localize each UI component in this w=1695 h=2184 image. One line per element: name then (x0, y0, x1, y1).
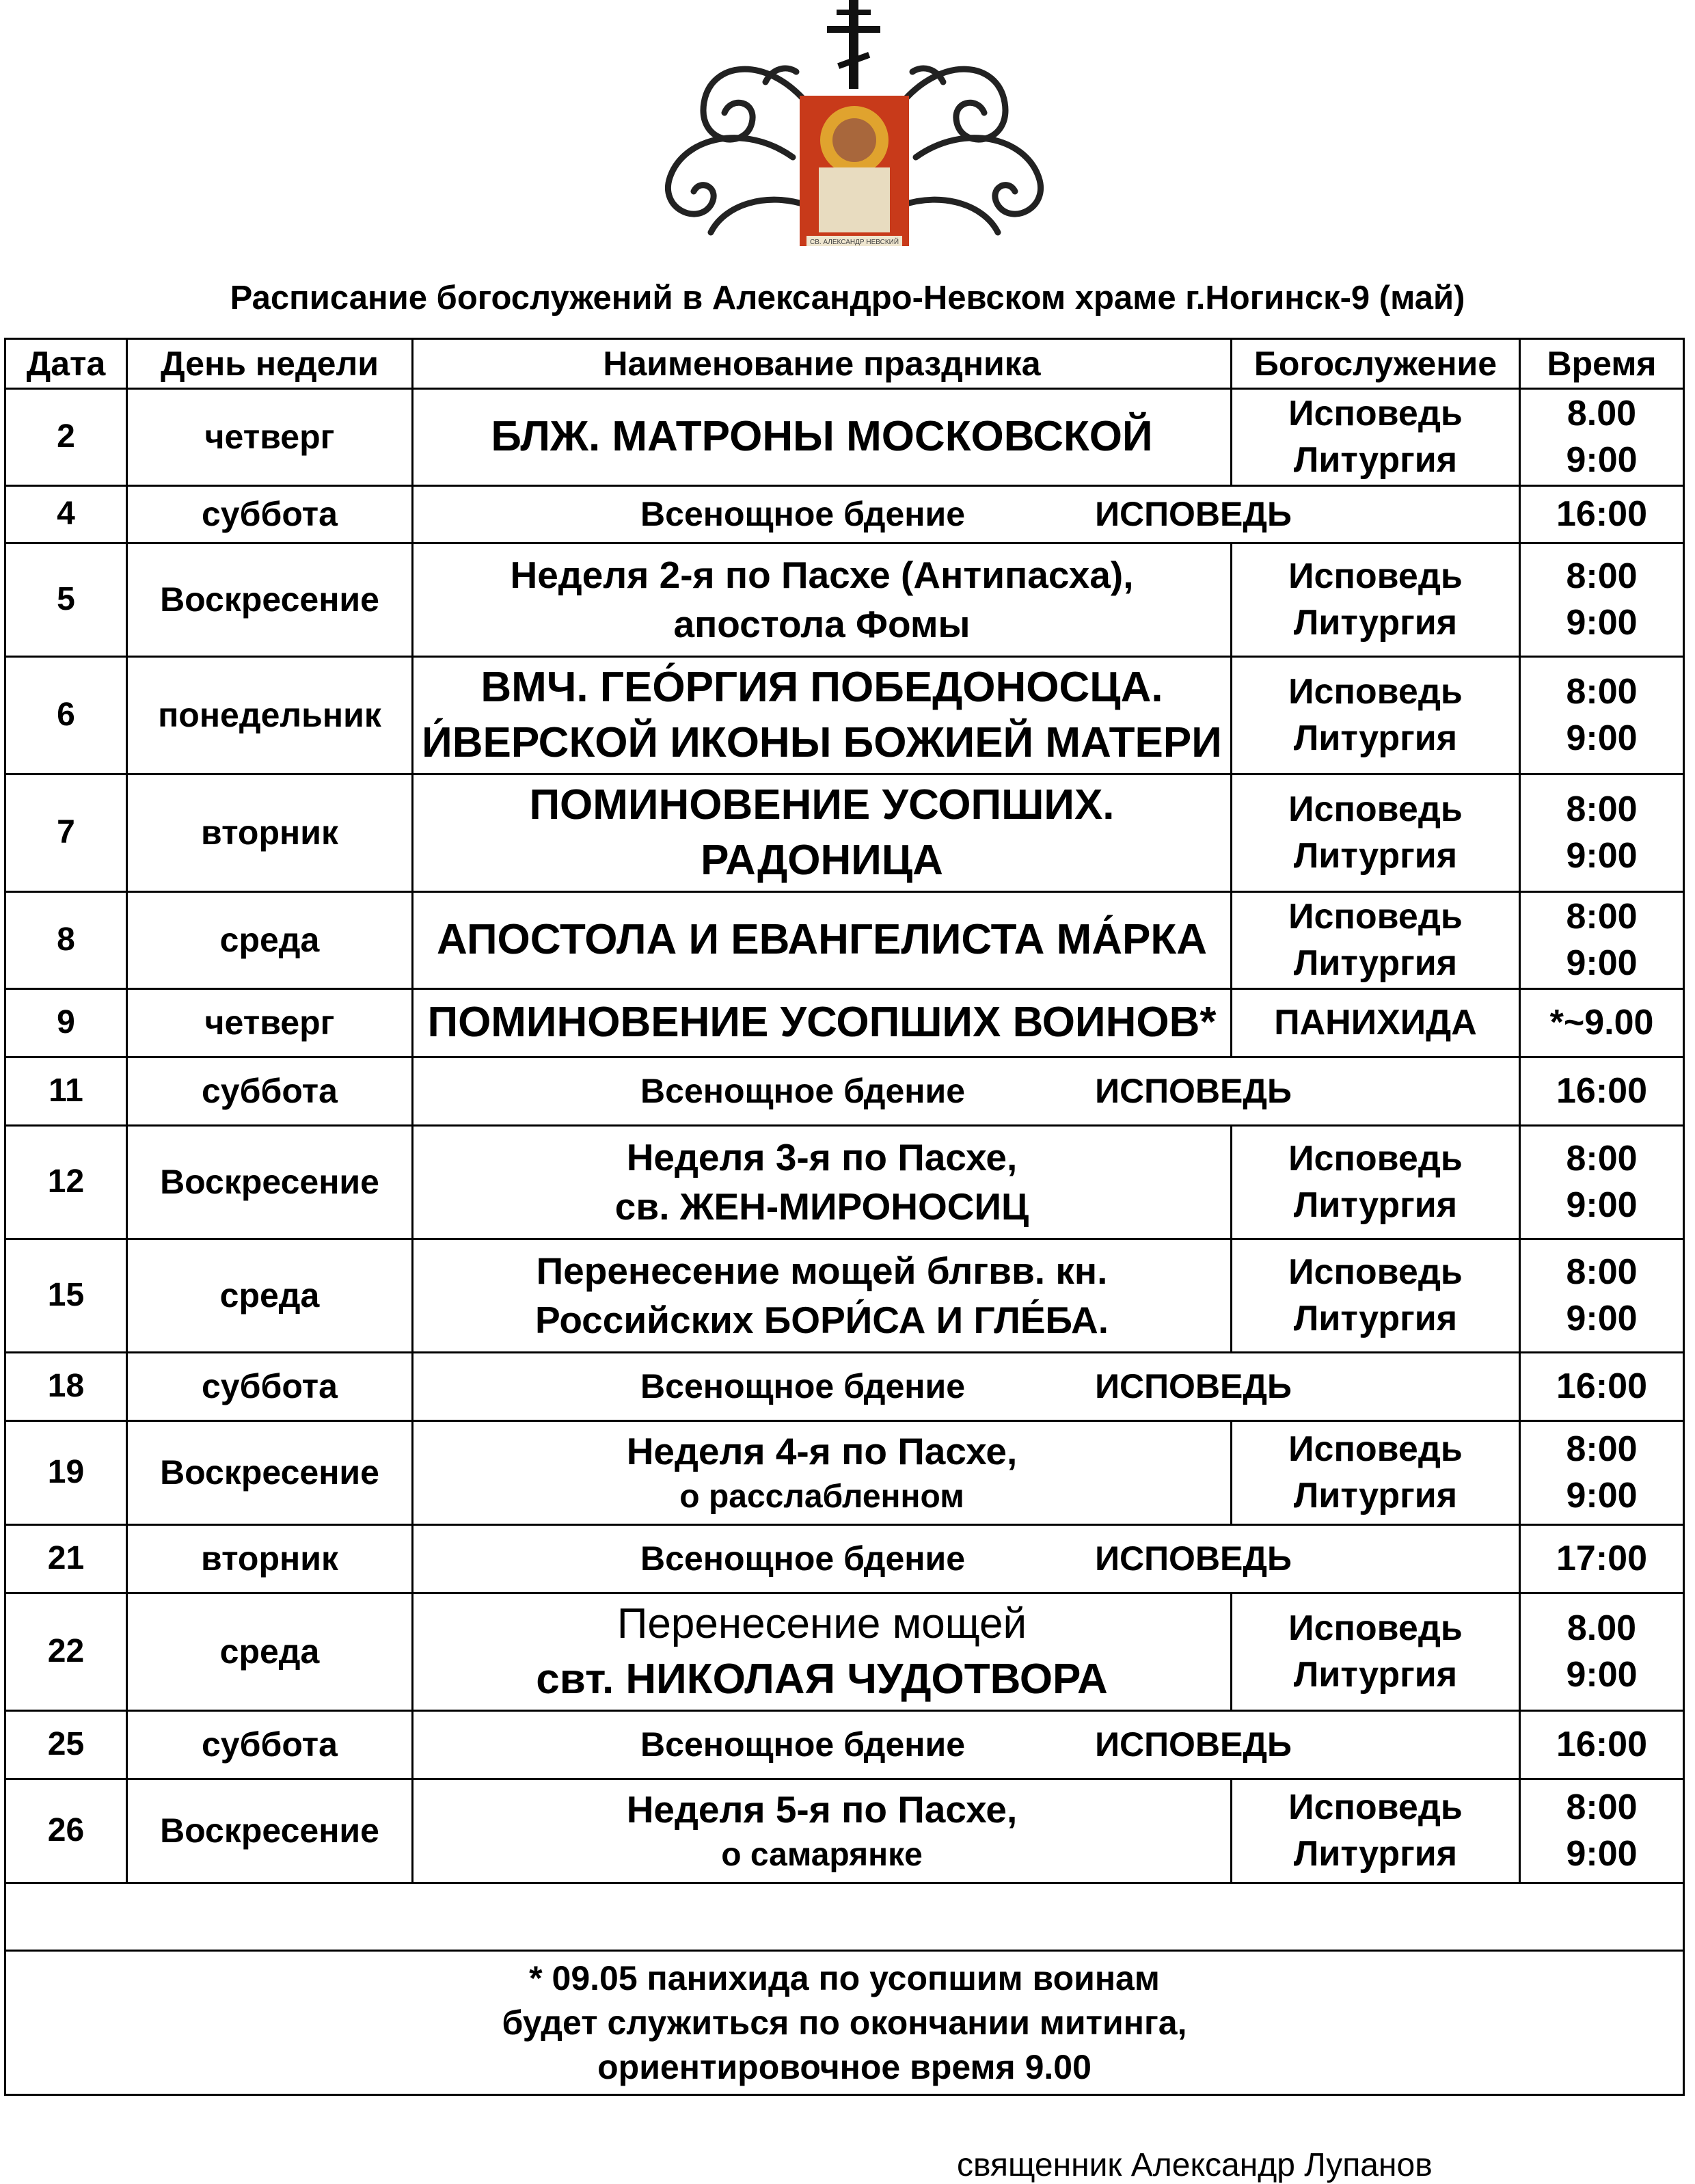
weekday-cell: понедельник (127, 657, 413, 774)
weekday-cell: вторник (127, 1525, 413, 1593)
vigil-cell (413, 1711, 1520, 1779)
header-feast: Наименование праздника (413, 339, 1232, 389)
weekday-cell: вторник (127, 774, 413, 892)
service-cell-line: Исповедь (1288, 1429, 1463, 1469)
feast-cell-line: И́ВЕРСКОЙ ИКОНЫ БОЖИЕЙ МАТЕРИ (422, 718, 1222, 766)
time-cell-line: 8:00 (1566, 1787, 1638, 1827)
date-cell: 19 (5, 1421, 127, 1525)
time-cell (1520, 543, 1684, 657)
footnote-line: будет служиться по окончании митинга, (502, 2003, 1187, 2042)
weekday-cell: среда (127, 892, 413, 989)
feast-cell-line: свт. НИКОЛАЯ ЧУДОТВОРА (536, 1655, 1108, 1703)
feast-cell-line: апостола Фомы (673, 602, 971, 645)
time-cell-line: *~9.00 (1549, 1002, 1654, 1042)
service-cell-line: Исповедь (1288, 1138, 1463, 1178)
time-cell-line: 8:00 (1566, 789, 1638, 829)
service-cell (1232, 989, 1520, 1057)
feast-cell (413, 1779, 1232, 1883)
weekday-cell: суббота (127, 1711, 413, 1779)
table-row (5, 1525, 1684, 1593)
time-cell-line: 17:00 (1556, 1538, 1647, 1578)
time-cell (1520, 389, 1684, 486)
table-row (5, 1239, 1684, 1353)
time-cell (1520, 486, 1684, 543)
feast-cell-line: БЛЖ. МАТРОНЫ МОСКОВСКОЙ (491, 413, 1153, 461)
time-cell (1520, 1421, 1684, 1525)
date-cell: 22 (5, 1593, 127, 1711)
date-cell: 12 (5, 1126, 127, 1239)
feast-cell (413, 1126, 1232, 1239)
time-cell (1520, 1525, 1684, 1593)
footnote-row (5, 1951, 1684, 2095)
service-cell (1232, 1239, 1520, 1353)
confession-label: ИСПОВЕДЬ (1095, 495, 1292, 533)
service-cell-line: Исповедь (1288, 1252, 1463, 1292)
time-cell-line: 9:00 (1566, 440, 1638, 480)
service-cell-line: Исповедь (1288, 896, 1463, 936)
time-cell (1520, 1126, 1684, 1239)
feast-cell-line: ВМЧ. ГЕО́РГИЯ ПОБЕДОНОСЦА. (480, 663, 1163, 711)
table-row (5, 774, 1684, 892)
priest-signature: священник Александр Лупанов (957, 2147, 1433, 2183)
time-cell-line: 8:00 (1566, 896, 1638, 936)
table-row (5, 1593, 1684, 1711)
time-cell-line: 8:00 (1566, 1138, 1638, 1178)
time-cell (1520, 1593, 1684, 1711)
weekday-cell: Воскресение (127, 543, 413, 657)
service-cell (1232, 657, 1520, 774)
feast-cell-line: РАДОНИЦА (701, 836, 943, 884)
feast-cell (413, 989, 1232, 1057)
header-weekday: День недели (127, 339, 413, 389)
service-cell-line: Литургия (1293, 1833, 1458, 1874)
service-cell (1232, 774, 1520, 892)
time-cell (1520, 1057, 1684, 1126)
time-cell-line: 8:00 (1566, 1252, 1638, 1292)
date-cell: 8 (5, 892, 127, 989)
feast-cell-line: о расслабленном (679, 1479, 964, 1515)
weekday-cell: среда (127, 1239, 413, 1353)
service-cell-line: Литургия (1293, 1654, 1458, 1695)
service-cell-line: Литургия (1293, 718, 1458, 758)
church-emblem (601, 0, 1107, 260)
time-cell-line: 16:00 (1556, 1366, 1647, 1406)
weekday-cell: четверг (127, 389, 413, 486)
vigil-cell (413, 1525, 1520, 1593)
feast-cell-line: ПОМИНОВЕНИЕ УСОПШИХ. (529, 781, 1115, 828)
service-cell-line: Литургия (1293, 440, 1458, 480)
vigil-label: Всенощное бдение (640, 1367, 966, 1405)
time-cell-line: 9:00 (1566, 835, 1638, 876)
service-cell-line: Литургия (1293, 1475, 1458, 1515)
table-row (5, 1353, 1684, 1421)
feast-cell-line: ПОМИНОВЕНИЕ УСОПШИХ ВОИНОВ* (427, 999, 1217, 1047)
service-cell-line: Исповедь (1288, 1608, 1463, 1648)
vigil-cell (413, 486, 1520, 543)
date-cell: 11 (5, 1057, 127, 1126)
vigil-cell (413, 1057, 1520, 1126)
time-cell (1520, 892, 1684, 989)
time-cell-line: 9:00 (1566, 1298, 1638, 1338)
feast-cell-line: о самарянке (721, 1837, 923, 1874)
feast-cell-line: Неделя 2-я по Пасхе (Антипасха), (510, 554, 1134, 596)
table-row (5, 1421, 1684, 1525)
time-cell (1520, 989, 1684, 1057)
time-cell-line: 16:00 (1556, 1724, 1647, 1764)
confession-label: ИСПОВЕДЬ (1095, 1367, 1292, 1405)
footnote-line: ориентировочное время 9.00 (597, 2047, 1091, 2086)
time-cell-line: 9:00 (1566, 943, 1638, 983)
vigil-label: Всенощное бдение (640, 1072, 966, 1110)
table-row (5, 543, 1684, 657)
feast-cell-line: Неделя 4-я по Пасхе, (626, 1429, 1018, 1472)
header-service: Богослужение (1232, 339, 1520, 389)
time-cell-line: 8:00 (1566, 1429, 1638, 1469)
time-cell (1520, 1711, 1684, 1779)
service-cell-line: ПАНИХИДА (1274, 1002, 1477, 1042)
confession-label: ИСПОВЕДЬ (1095, 1072, 1292, 1110)
date-cell: 26 (5, 1779, 127, 1883)
feast-cell (413, 389, 1232, 486)
schedule-table (4, 338, 1685, 2096)
feast-cell-line: АПОСТОЛА И ЕВАНГЕЛИСТА МА́РКА (436, 916, 1208, 964)
weekday-cell: Воскресение (127, 1779, 413, 1883)
feast-cell-line: Неделя 3-я по Пасхе, (626, 1136, 1018, 1178)
table-row (5, 1057, 1684, 1126)
service-cell-line: Литургия (1293, 835, 1458, 876)
feast-cell (413, 1593, 1232, 1711)
time-cell-line: 9:00 (1566, 1654, 1638, 1695)
feast-cell (413, 892, 1232, 989)
feast-cell-line: Перенесение мощей блгвв. кн. (536, 1250, 1108, 1292)
service-cell-line: Литургия (1293, 602, 1458, 643)
service-cell (1232, 1126, 1520, 1239)
right-ornament-icon (902, 68, 1041, 232)
service-cell (1232, 389, 1520, 486)
vigil-label: Всенощное бдение (640, 1725, 966, 1764)
table-header-row (5, 339, 1684, 389)
left-ornament-icon (668, 68, 806, 232)
header-time: Время (1520, 339, 1684, 389)
table-row (5, 989, 1684, 1057)
date-cell: 25 (5, 1711, 127, 1779)
time-cell-line: 9:00 (1566, 1185, 1638, 1225)
header-date: Дата (5, 339, 127, 389)
service-cell-line: Литургия (1293, 943, 1458, 983)
table-row (5, 1779, 1684, 1883)
time-cell-line: 9:00 (1566, 602, 1638, 643)
confession-label: ИСПОВЕДЬ (1095, 1725, 1292, 1764)
page-title: Расписание богослужений в Александро-Невском храме г.Ногинск-9 (май) (230, 280, 1465, 316)
vigil-label: Всенощное бдение (640, 495, 966, 533)
feast-cell (413, 774, 1232, 892)
service-cell (1232, 1593, 1520, 1711)
time-cell-line: 9:00 (1566, 1833, 1638, 1874)
feast-cell (413, 543, 1232, 657)
footnote-line: * 09.05 панихида по усопшим воинам (529, 1958, 1160, 1997)
confession-label: ИСПОВЕДЬ (1095, 1539, 1292, 1578)
feast-cell (413, 1239, 1232, 1353)
weekday-cell: суббота (127, 1353, 413, 1421)
schedule-body (5, 389, 1684, 1883)
service-cell-line: Исповедь (1288, 671, 1463, 712)
time-cell-line: 9:00 (1566, 1475, 1638, 1515)
date-cell: 9 (5, 989, 127, 1057)
time-cell-line: 16:00 (1556, 494, 1647, 534)
weekday-cell: Воскресение (127, 1126, 413, 1239)
service-cell-line: Литургия (1293, 1298, 1458, 1338)
table-row (5, 486, 1684, 543)
weekday-cell: среда (127, 1593, 413, 1711)
vigil-cell (413, 1353, 1520, 1421)
date-cell: 21 (5, 1525, 127, 1593)
table-row (5, 892, 1684, 989)
time-cell-line: 8:00 (1566, 671, 1638, 712)
feast-cell-line: Перенесение мощей (616, 1600, 1027, 1647)
date-cell: 7 (5, 774, 127, 892)
weekday-cell: суббота (127, 1057, 413, 1126)
time-cell-line: 16:00 (1556, 1070, 1647, 1111)
feast-cell (413, 1421, 1232, 1525)
schedule-footer (5, 1883, 1684, 2095)
date-cell: 6 (5, 657, 127, 774)
table-row (5, 389, 1684, 486)
time-cell-line: 9:00 (1566, 718, 1638, 758)
feast-cell (413, 657, 1232, 774)
date-cell: 5 (5, 543, 127, 657)
time-cell-line: 8.00 (1567, 393, 1637, 433)
time-cell-line: 8.00 (1567, 1608, 1637, 1648)
date-cell: 4 (5, 486, 127, 543)
table-row (5, 657, 1684, 774)
orthodox-cross-icon (827, 0, 880, 89)
service-cell-line: Исповедь (1288, 1787, 1463, 1827)
service-cell (1232, 892, 1520, 989)
time-cell-line: 8:00 (1566, 556, 1638, 596)
date-cell: 2 (5, 389, 127, 486)
table-row (5, 1711, 1684, 1779)
svg-text:СВ. АЛЕКСАНДР НЕВСКИЙ: СВ. АЛЕКСАНДР НЕВСКИЙ (809, 239, 899, 246)
saint-alexander-icon (800, 96, 909, 246)
feast-cell-line: св. ЖЕН-МИРОНОСИЦ (614, 1185, 1029, 1228)
service-cell-line: Исповедь (1288, 789, 1463, 829)
service-cell (1232, 1779, 1520, 1883)
time-cell (1520, 1239, 1684, 1353)
empty-row (5, 1883, 1684, 1951)
service-cell-line: Исповедь (1288, 556, 1463, 596)
time-cell (1520, 774, 1684, 892)
date-cell: 15 (5, 1239, 127, 1353)
time-cell (1520, 1353, 1684, 1421)
time-cell (1520, 1779, 1684, 1883)
service-cell (1232, 1421, 1520, 1525)
table-row (5, 1126, 1684, 1239)
service-cell (1232, 543, 1520, 657)
service-cell-line: Литургия (1293, 1185, 1458, 1225)
weekday-cell: Воскресение (127, 1421, 413, 1525)
feast-cell-line: Российских БОРИ́СА И ГЛЕ́БА. (535, 1298, 1109, 1341)
time-cell (1520, 657, 1684, 774)
weekday-cell: четверг (127, 989, 413, 1057)
vigil-label: Всенощное бдение (640, 1539, 966, 1578)
service-cell-line: Исповедь (1288, 393, 1463, 433)
date-cell: 18 (5, 1353, 127, 1421)
feast-cell-line: Неделя 5-я по Пасхе, (626, 1788, 1018, 1831)
weekday-cell: суббота (127, 486, 413, 543)
